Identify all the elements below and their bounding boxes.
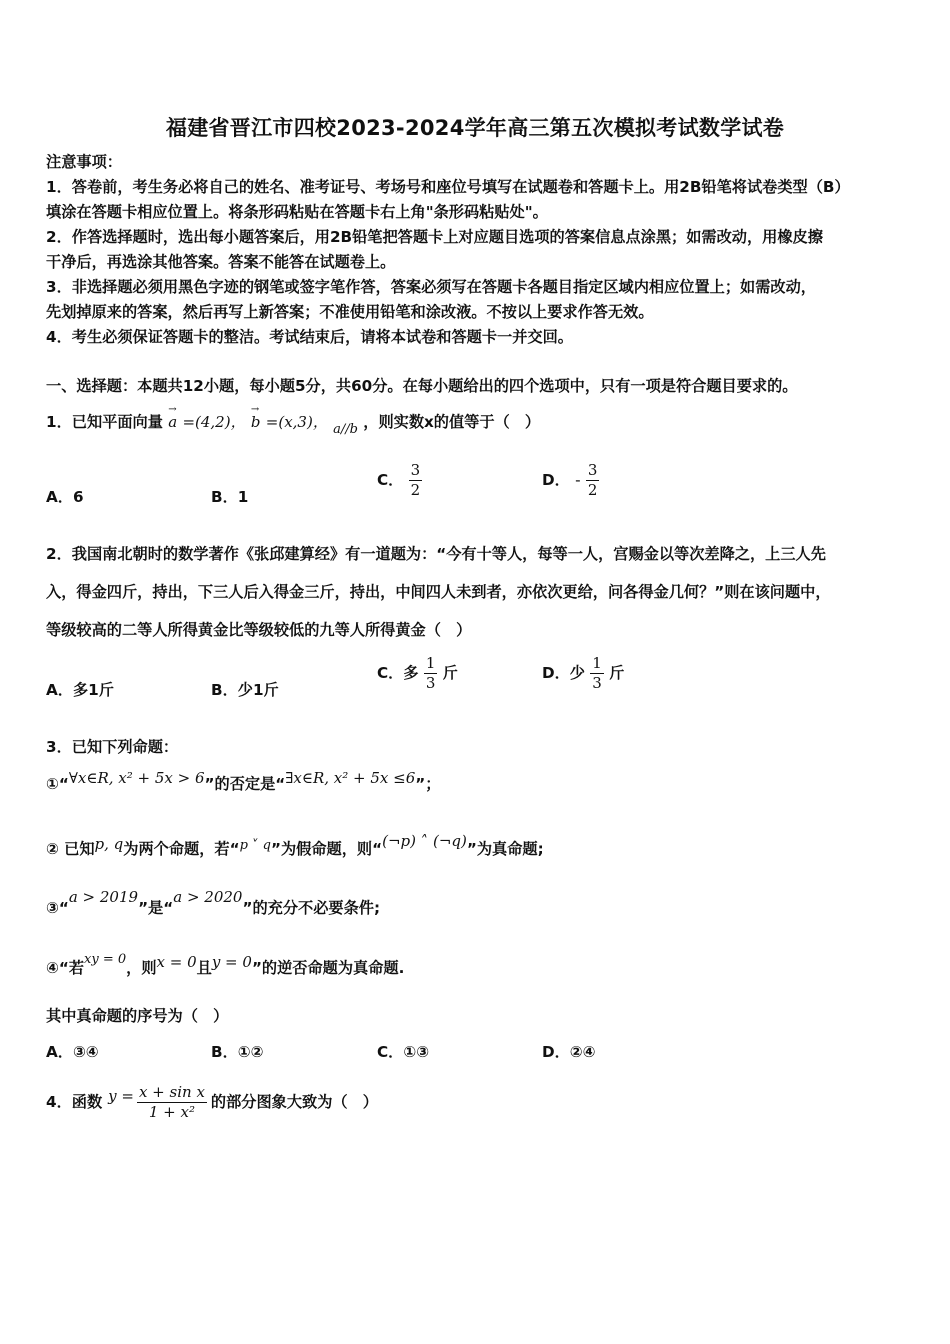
q3-s2-prefix: ② 已知 — [46, 840, 95, 858]
question-4 — [46, 1081, 378, 1123]
q3-option-c: C．①③ — [377, 1043, 430, 1061]
q3-s4-middle-2: 且 — [196, 959, 212, 977]
q1-option-d-label: D． — [542, 471, 570, 489]
q3-s3-formula-2: a > 2020 — [173, 888, 243, 906]
q4-lhs: y = — [108, 1087, 134, 1105]
notice-line: 1．答卷前，考生务必将自己的姓名、准考证号、考场号和座位号填写在试题卷和答题卡上。用2B铅笔将试卷类型（B） — [46, 178, 850, 196]
q3-s2-formula-2: p ˅ q — [239, 838, 271, 853]
notice-line: 4．考生必须保证答题卡的整洁。考试结束后，请将本试卷和答题卡一并交回。 — [46, 328, 573, 346]
q2-option-d-unit: 斤 — [609, 664, 625, 682]
q1-option-a: A．6 — [46, 488, 84, 506]
section-heading: 一、选择题：本题共12小题，每小题5分，共60分。在每小题给出的四个选项中，只有一项是符合题目要求的。 — [46, 377, 798, 395]
page-title: 福建省晋江市四校2023-2024学年高三第五次模拟考试数学试卷 — [165, 116, 785, 140]
q2-option-c — [377, 655, 458, 692]
q3-s2-end: ”为真命题; — [466, 840, 544, 858]
q2-option-c-unit: 斤 — [442, 664, 458, 682]
q2-option-d-fraction — [590, 655, 604, 692]
q1-option-d — [542, 462, 599, 499]
q4-fraction — [137, 1084, 207, 1121]
q1-option-c-label: C． — [377, 471, 404, 489]
q2-option-b: B．少1斤 — [211, 681, 279, 699]
q3-s4-formula-2: x = 0 — [156, 953, 197, 971]
notice-line: 2．作答选择题时，选出每小题答案后，用2B铅笔把答题卡上对应题目选项的答案信息点涂黑；如需改动，用橡皮擦 — [46, 228, 823, 246]
q3-s4-formula-1: xy = 0 — [84, 952, 127, 967]
fraction-numerator: 1 — [425, 654, 436, 672]
q1-a-value: =(4,2)， — [182, 413, 246, 431]
fraction-denominator: 3 — [425, 674, 436, 692]
q3-s3-end: ”的充分不必要条件; — [242, 899, 381, 917]
q1-b-value: =(x,3)， — [265, 413, 328, 431]
q3-s1-prefix: ①“ — [46, 775, 69, 793]
q2-option-a: A．多1斤 — [46, 681, 114, 699]
q3-statement-3 — [46, 888, 381, 917]
q3-s4-prefix: ④“若 — [46, 959, 85, 977]
q2-option-c-fraction — [424, 655, 438, 692]
q1-option-c — [377, 462, 422, 499]
q3-statement-1 — [46, 769, 441, 793]
q3-s3-formula-1: a > 2019 — [68, 888, 139, 906]
q1-option-c-fraction — [409, 462, 423, 499]
q2-line: 入，得金四斤，持出，下三人后入得金三斤，持出，中间四人未到者，亦依次更给，问各得金几何？”则在该问题中， — [46, 583, 831, 601]
q3-s3-prefix: ③“ — [46, 899, 69, 917]
q1-parallel: a//b — [333, 422, 358, 437]
q1-suffix: ，则实数x的值等于（ ） — [363, 413, 541, 431]
q3-s1-end: ”； — [415, 775, 441, 793]
fraction-denominator: 2 — [410, 481, 421, 499]
q3-s2-middle-2: ”为假命题，则“ — [271, 840, 383, 858]
q3-s1-formula-1: ∀x∈R, x² + 5x > 6 — [68, 769, 205, 787]
q3-s4-formula-3: y = 0 — [211, 953, 252, 971]
q3-statement-2 — [46, 832, 544, 860]
q3-option-d: D．②④ — [542, 1043, 596, 1061]
notice-heading: 注意事项： — [46, 153, 122, 171]
q3-intro: 3．已知下列命题： — [46, 738, 179, 756]
q3-s3-middle: ”是“ — [138, 899, 174, 917]
q1-option-d-sign: - — [575, 471, 581, 489]
q4-suffix: 的部分图象大致为（ ） — [210, 1093, 378, 1111]
vector-a: → a — [168, 413, 177, 431]
notice-line: 干净后，再选涂其他答案。答案不能答在试题卷上。 — [46, 253, 396, 271]
notice-line: 先划掉原来的答案，然后再写上新答案；不准使用铅笔和涂改液。不按以上要求作答无效。 — [46, 303, 654, 321]
fraction-denominator: 2 — [587, 481, 598, 499]
q1-option-d-fraction — [586, 462, 600, 499]
q3-option-b: B．①② — [211, 1043, 264, 1061]
q3-s1-formula-2: ∃x∈R, x² + 5x ≤6 — [285, 769, 416, 787]
fraction-numerator: 3 — [587, 461, 598, 479]
q3-ask: 其中真命题的序号为（ ） — [46, 1007, 229, 1025]
q2-option-d — [542, 655, 624, 692]
notice-line: 填涂在答题卡相应位置上。将条形码粘贴在答题卡右上角"条形码粘贴处"。 — [46, 203, 548, 221]
q3-s2-formula-3: (¬p) ˄ (¬q) — [382, 832, 467, 850]
q2-option-d-label: D．少 — [542, 664, 585, 682]
q3-option-a: A．③④ — [46, 1043, 99, 1061]
fraction-numerator: x + sin x — [138, 1082, 205, 1101]
q2-option-c-label: C．多 — [377, 664, 419, 682]
q2-line: 2．我国南北朝时的数学著作《张邱建算经》有一道题为：“今有十等人，每等一人，宫赐金以等次差降之，上三人先 — [46, 545, 826, 563]
fraction-denominator: 3 — [592, 674, 602, 692]
q1-option-b: B．1 — [211, 488, 249, 506]
vector-b: → b — [251, 413, 261, 431]
fraction-numerator: 3 — [410, 461, 421, 479]
question-1 — [46, 413, 541, 437]
q4-prefix: 4．函数 — [46, 1093, 103, 1111]
q3-s1-middle: ”的否定是“ — [204, 775, 286, 793]
q3-s2-middle-1: 为两个命题，若“ — [123, 840, 240, 858]
q3-s2-formula-1: p, q — [94, 835, 124, 853]
q3-statement-4 — [46, 952, 405, 979]
fraction-denominator: 1 + x² — [148, 1102, 195, 1121]
notice-line: 3．非选择题必须用黑色字迹的钢笔或签字笔作答，答案必须写在答题卡各题目指定区域内相应位置上；如需改动， — [46, 278, 816, 296]
q3-s4-end: ”的逆否命题为真命题. — [251, 959, 405, 977]
q1-prefix: 1．已知平面向量 — [46, 413, 163, 431]
q3-s4-middle-1: ，则 — [126, 959, 157, 977]
fraction-numerator: 1 — [592, 654, 602, 672]
q2-line: 等级较高的二等人所得黄金比等级较低的九等人所得黄金（ ） — [46, 621, 472, 639]
